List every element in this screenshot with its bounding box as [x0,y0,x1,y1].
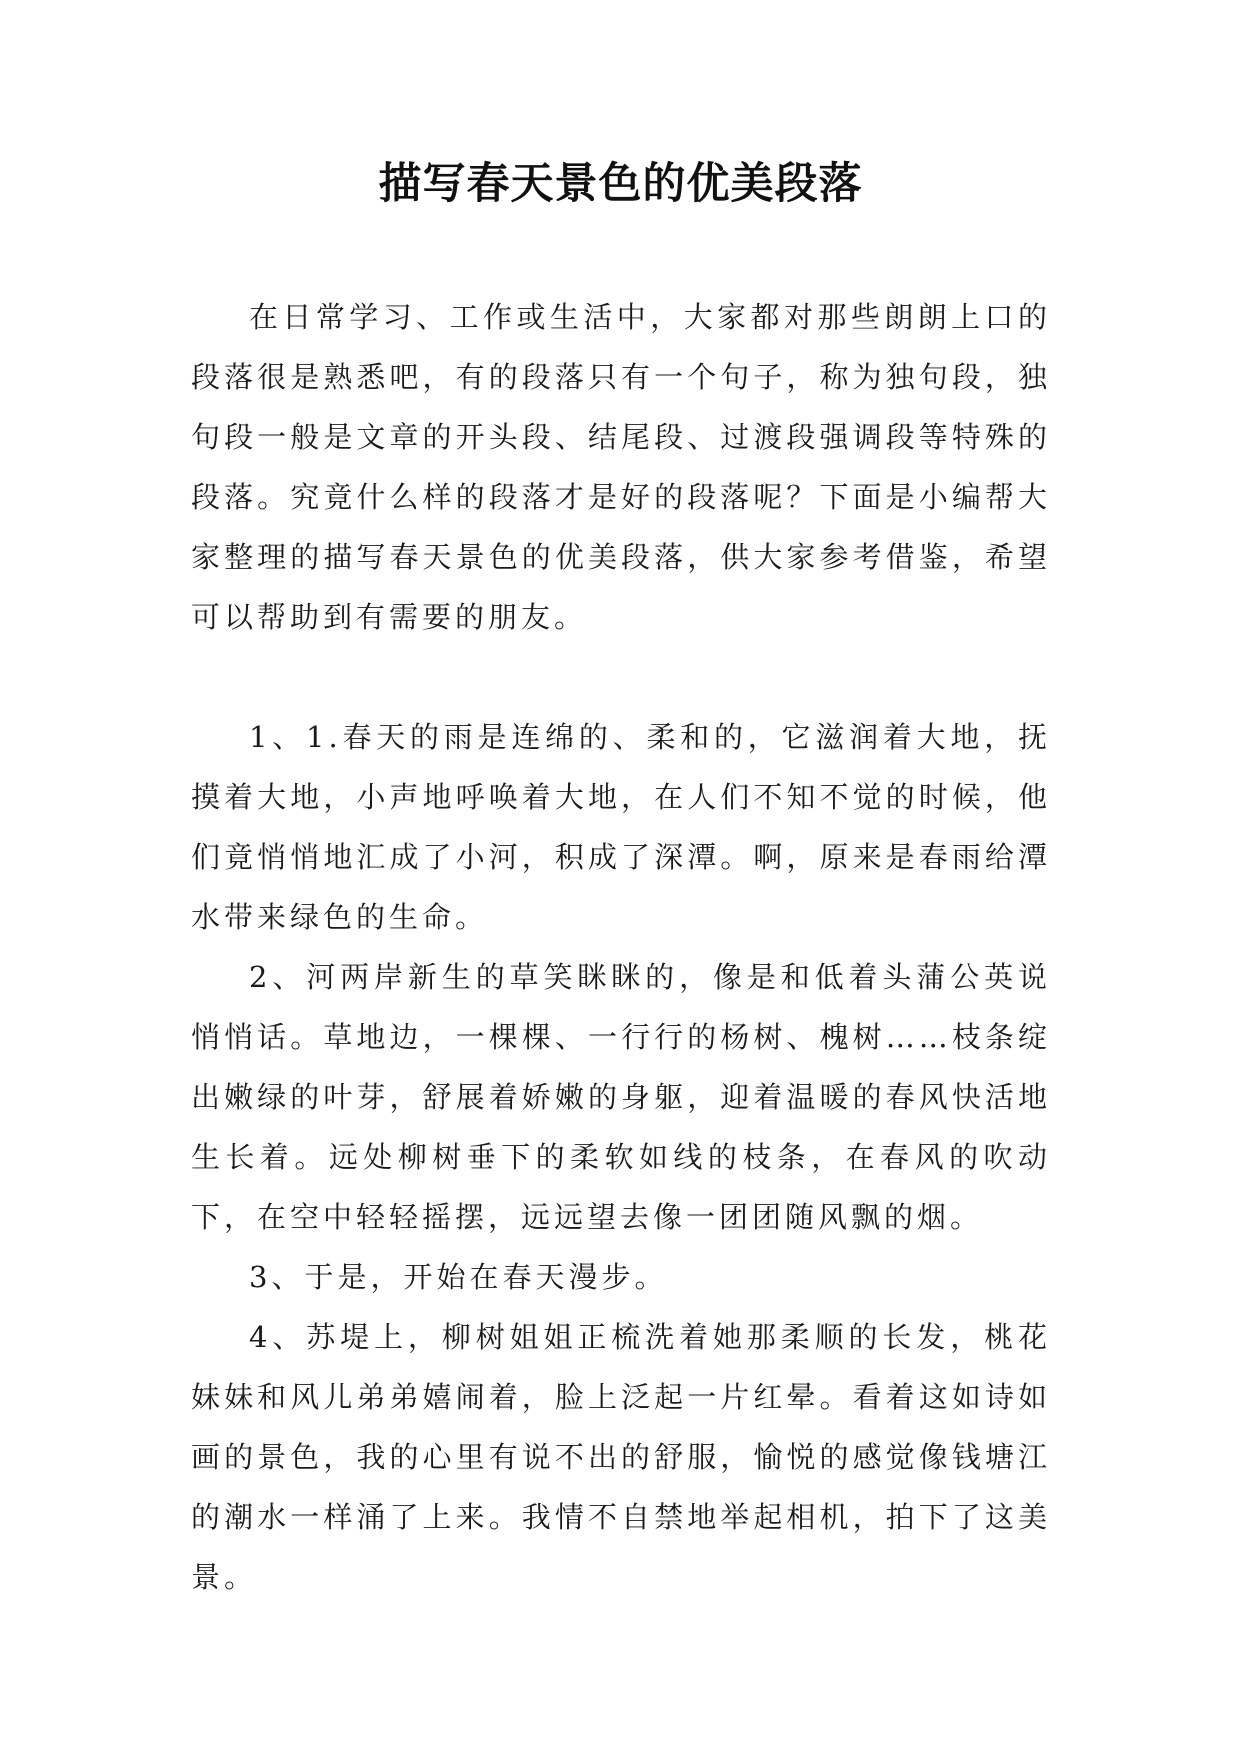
paragraph-3: 3、于是，开始在春天漫步。 [249,1260,668,1294]
intro-paragraph: 在日常学习、工作或生活中，大家都对那些朗朗上口的段落很是熟悉吧，有的段落只有一个句子，称为独句段，独句段一般是文章的开头段、结尾段、过渡段强调段等特殊的段落。究竟什么样的段落才是好的段落呢？下面是小编帮大家整理的描写春天景色的优美段落，供大家参考借鉴，希望可以帮助到有需要的朋友。 [191,300,1051,634]
paragraph-2: 2、河两岸新生的草笑眯眯的，像是和低着头蒲公英说悄悄话。草地边，一棵棵、一行行的杨树、槐树……枝条绽出嫩绿的叶芽，舒展着娇嫩的身躯，迎着温暖的春风快活地生长着。远处柳树垂下的柔软如线的枝条，在春风的吹动下，在空中轻轻摇摆，远远望去像一团团随风飘的烟。 [191,960,1051,1234]
document-title: 描写春天景色的优美段落 [378,159,863,209]
paragraph-4: 4、苏堤上，柳树姐姐正梳洗着她那柔顺的长发，桃花妹妹和风儿弟弟嬉闹着，脸上泛起一片红晕。看着这如诗如画的景色，我的心里有说不出的舒服，愉悦的感觉像钱塘江的潮水一样涌了上来。我情不自禁地举起相机，拍下了这美景。 [191,1320,1051,1594]
document-body [191,287,1051,1607]
paragraph-1: 1、1.春天的雨是连绵的、柔和的，它滋润着大地，抚摸着大地，小声地呼唤着大地，在人们不知不觉的时候，他们竟悄悄地汇成了小河，积成了深潭。啊，原来是春雨给潭水带来绿色的生命。 [191,720,1051,934]
